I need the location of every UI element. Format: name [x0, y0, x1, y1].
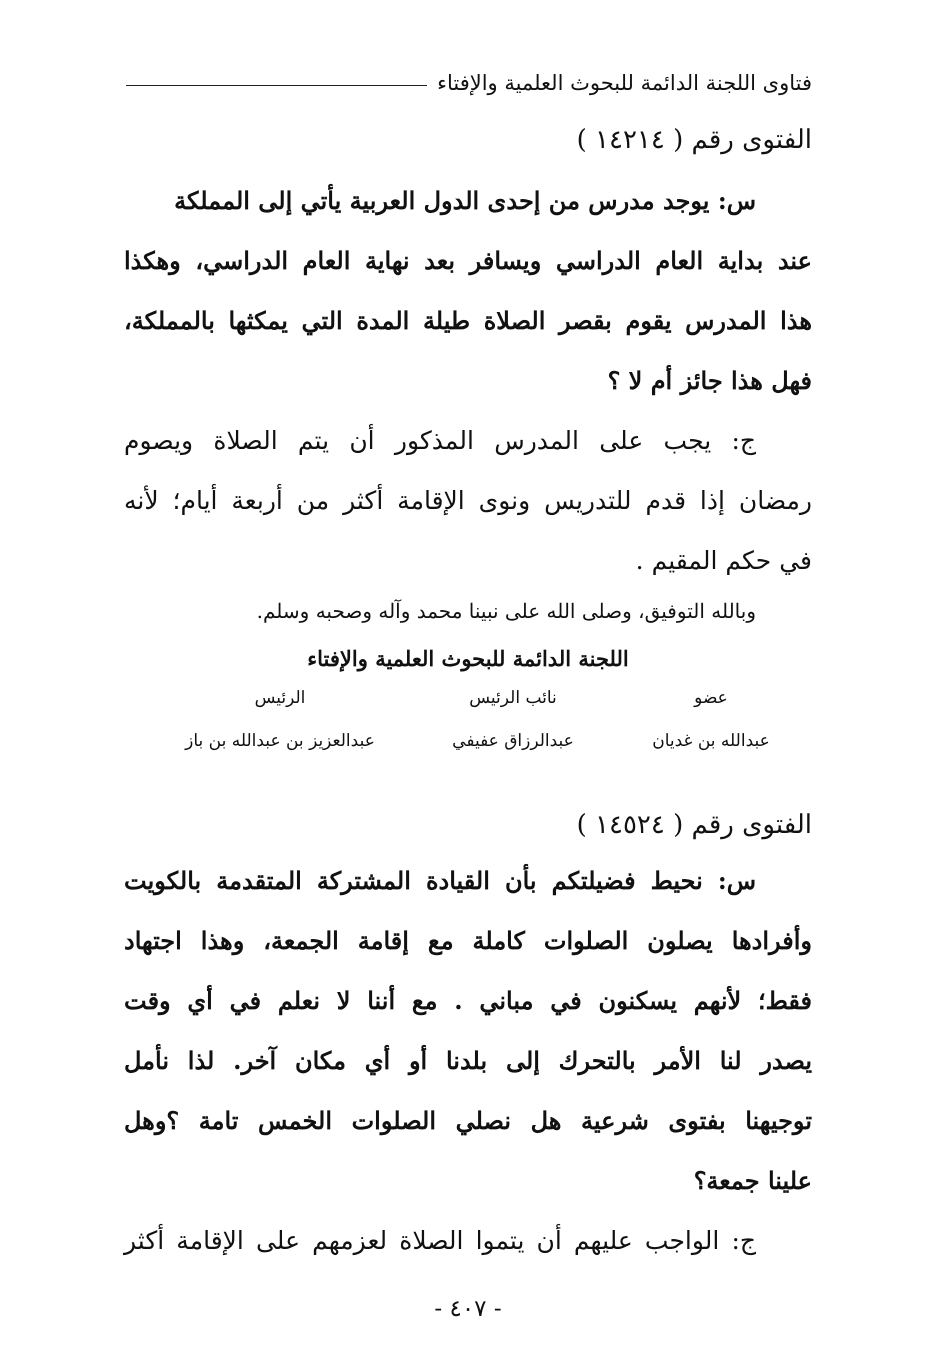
fatwa-1-answer-line: ج: يجب على المدرس المذكور أن يتم الصلاة ويصوم	[124, 426, 756, 455]
fatwa-2-question-line: س: نحيط فضيلتكم بأن القيادة المشتركة المتقدمة بالكويت	[124, 866, 756, 895]
fatwa-1-title: الفتوى رقم ( ١٤٢١٤ )	[576, 125, 812, 155]
fatwa-1-question-line: فهل هذا جائز أم لا ؟	[607, 366, 812, 395]
closing-formula: وبالله التوفيق، وصلى الله على نبينا محمد وآله وصحبه وسلم.	[256, 599, 756, 623]
fatwa-2-question-line: يصدر لنا الأمر بالتحرك إلى بلدنا أو أي مكان آخر. لذا نأمل	[124, 1046, 812, 1075]
role-member: عضو	[694, 688, 728, 708]
fatwa-2-title: الفتوى رقم ( ١٤٥٢٤ )	[576, 810, 812, 840]
role-chair: الرئيس	[254, 688, 306, 708]
signatory-names	[180, 727, 776, 755]
fatwa-1-question-line: هذا المدرس يقوم بقصر الصلاة طيلة المدة التي يمكثها بالمملكة،	[124, 306, 812, 335]
committee-name: اللجنة الدائمة للبحوث العلمية والإفتاء	[307, 646, 629, 671]
running-header	[126, 66, 812, 100]
fatwa-2-question-line: علينا جمعة؟	[693, 1166, 812, 1195]
fatwa-2-question-line: توجيهنا بفتوى شرعية هل نصلي الصلوات الخمس تامة ؟وهل	[124, 1106, 812, 1135]
fatwa-2-question-line: فقط؛ لأنهم يسكنون في مباني . مع أننا لا نعلم في أي وقت	[124, 986, 812, 1015]
name-chair: عبدالعزيز بن عبدالله بن باز	[185, 731, 375, 751]
fatwa-2-answer-line: ج: الواجب عليهم أن يتموا الصلاة لعزمهم على الإقامة أكثر	[124, 1226, 756, 1255]
name-member: عبدالله بن غديان	[652, 731, 770, 751]
fatwa-1-answer-line: في حكم المقيم .	[635, 546, 812, 575]
role-vice-chair: نائب الرئيس	[469, 688, 557, 708]
fatwa-1-answer-line: رمضان إذا قدم للتدريس ونوى الإقامة أكثر من أربعة أيام؛ لأنه	[124, 486, 812, 515]
fatwa-2-question-line: وأفرادها يصلون الصلوات كاملة مع إقامة الجمعة، وهذا اجتهاد	[124, 926, 812, 955]
page-number: - ٤٠٧ -	[434, 1296, 502, 1322]
name-vice-chair: عبدالرزاق عفيفي	[452, 731, 574, 751]
header-rule	[126, 85, 427, 86]
signatory-roles	[180, 684, 776, 712]
fatwa-1-question-line: س: يوجد مدرس من إحدى الدول العربية يأتي إلى المملكة	[174, 186, 756, 215]
fatwa-1-question-line: عند بداية العام الدراسي ويسافر بعد نهاية العام الدراسي، وهكذا	[124, 246, 812, 275]
running-title: فتاوى اللجنة الدائمة للبحوث العلمية والإفتاء	[437, 71, 812, 95]
